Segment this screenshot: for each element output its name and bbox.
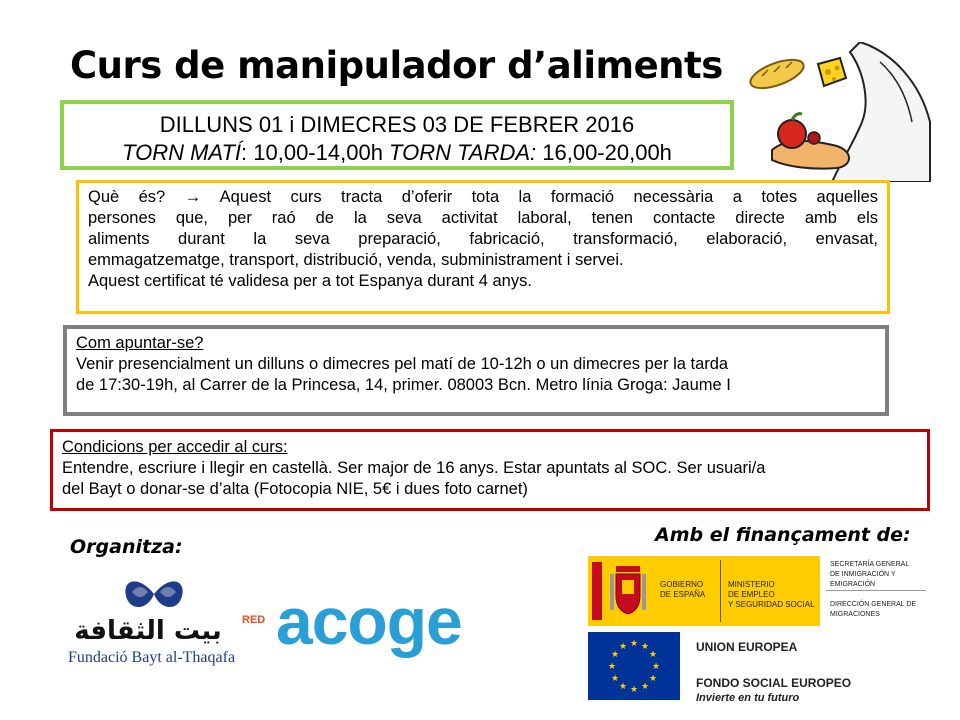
svg-text:★: ★ (610, 650, 620, 660)
morning-shift-label: TORN MATÍ (122, 140, 242, 165)
eu-fondo-text: FONDO SOCIAL EUROPEO (696, 676, 852, 690)
gov-ministerio-text: MINISTERIO DE EMPLEO Y SEGURIDAD SOCIAL (728, 580, 815, 609)
course-description-box (76, 180, 890, 314)
gov-direccion-text: DIRECCIÓN GENERAL DE MIGRACIONES (830, 601, 917, 618)
bayt-ornament-logo (118, 570, 190, 618)
afternoon-shift-hours: 16,00-20,00h (536, 140, 672, 165)
description-line: aliments durant la seva preparació, fabricació, transformació, elaboració, envasat, (88, 230, 878, 248)
spanish-government-logo (588, 556, 928, 626)
bayt-arabic-name: بيت الثقافة (74, 616, 222, 646)
organizer-label: Organitza: (70, 536, 183, 558)
chef-illustration (742, 42, 932, 182)
svg-text:★: ★ (629, 685, 639, 695)
svg-text:★: ★ (648, 674, 658, 684)
red-label: RED (242, 614, 266, 626)
validity-note: Aquest certificat té validesa per a tot Espanya durant 4 anys. (88, 272, 532, 290)
eu-flag-icon (588, 632, 680, 700)
gov-divider (720, 560, 721, 622)
coat-of-arms-icon (608, 562, 648, 620)
gov-gobierno-text: GOBIERNO DE ESPAÑA (660, 580, 706, 599)
svg-text:★: ★ (648, 650, 658, 660)
signup-heading: Com apuntar-se? (76, 334, 204, 352)
morning-shift-hours: : 10,00-14,00h (241, 140, 390, 165)
description-line: Què és? → Aquest curs tracta d’oferir tota la formació necessària a totes aquelles (88, 188, 878, 206)
signup-line: Venir presencialment un dilluns o dimecres pel matí de 10-12h o un dimecres per la tarda (76, 355, 729, 373)
svg-text:★: ★ (629, 639, 639, 649)
conditions-box (50, 429, 930, 511)
eu-slogan-text: Invierte en tu futuro (696, 692, 800, 704)
conditions-line: del Bayt o donar-se d’alta (Fotocopia NIE, 5€ i dues foto carnet) (62, 480, 528, 498)
eu-union-text: UNION EUROPEA (696, 640, 798, 654)
gov-hdivider (826, 590, 926, 591)
description-line: persones que, per raó de la seva activitat laboral, tenen contacte directe amb els (88, 209, 878, 227)
course-dates: DILLUNS 01 i DIMECRES 03 DE FEBRER 2016 (159, 112, 635, 137)
svg-text:★: ★ (610, 674, 620, 684)
svg-text:★: ★ (618, 682, 628, 692)
afternoon-shift-label: TORN TARDA: (389, 140, 537, 165)
bayt-caption: Fundació Bayt al-Thaqafa (68, 649, 236, 666)
conditions-heading: Condicions per accedir al curs: (62, 438, 288, 456)
gov-secretaria-text: SECRETARÍA GENERAL DE INMIGRACIÓN Y EMIGRACIÓN (830, 561, 910, 588)
svg-text:★: ★ (607, 662, 617, 672)
funding-label: Amb el finançament de: (655, 524, 911, 546)
page-title: Curs de manipulador d’aliments (70, 44, 723, 87)
course-shifts (64, 139, 730, 167)
svg-text:★: ★ (651, 662, 661, 672)
signup-line: de 17:30-19h, al Carrer de la Princesa, 14, primer. 08003 Bcn. Metro línia Groga: Jaume I (76, 376, 731, 394)
svg-text:★: ★ (640, 642, 650, 652)
flag-stripe (592, 562, 602, 620)
schedule-box (60, 100, 734, 170)
acoge-logo-text: acoge (276, 584, 462, 658)
svg-text:★: ★ (618, 642, 628, 652)
signup-box (63, 325, 889, 416)
svg-text:★: ★ (640, 682, 650, 692)
description-line: emmagatzematge, transport, distribució, venda, subministrament i servei. (88, 251, 624, 269)
conditions-line: Entendre, escriure i llegir en castellà. Ser major de 16 anys. Estar apuntats al SOC. Ser usuari/a (62, 459, 766, 477)
